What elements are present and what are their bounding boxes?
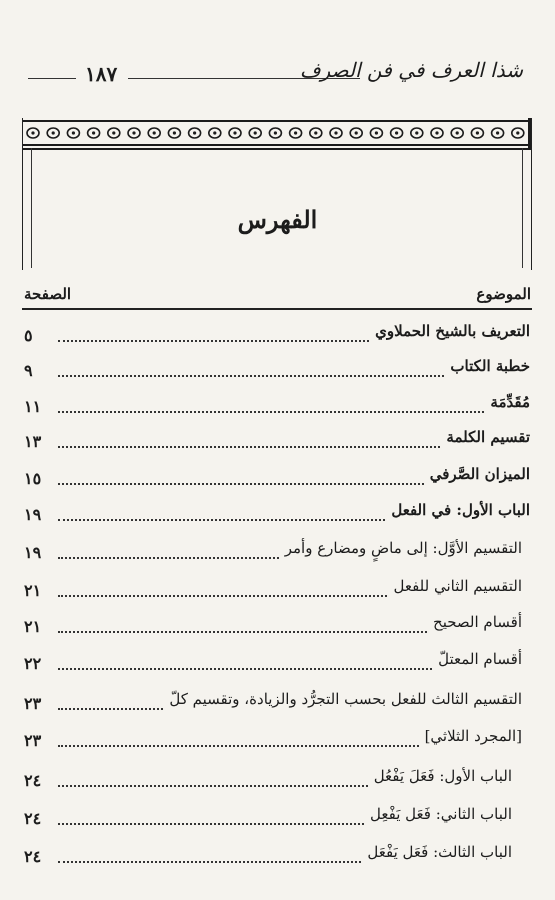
header-rule-left	[28, 78, 76, 79]
toc-entry-title: الباب الأول: في الفعل	[391, 501, 530, 519]
toc-entry	[24, 577, 530, 605]
toc-page-number: ١٥	[24, 469, 42, 488]
book-title: شذا العرف في فن الصرف	[299, 58, 523, 82]
toc-page-number: ٢١	[24, 617, 42, 636]
toc-page-number: ٢٤	[24, 809, 42, 828]
toc-entry-title: الباب الثالث: فَعَل يَفْعَل	[367, 843, 512, 861]
toc-entry-title: أقسام الصحيح	[433, 613, 522, 631]
toc-entry	[24, 843, 530, 871]
toc-leader-dots	[58, 483, 424, 485]
toc-entry	[24, 805, 530, 833]
toc-leader-dots	[58, 708, 163, 710]
toc-leader-dots	[58, 861, 361, 863]
toc-leader-dots	[58, 668, 432, 670]
toc-page-number: ٥	[24, 326, 33, 345]
toc-entry-title: الباب الأول: فَعَلَ يَفْعُل	[373, 767, 512, 785]
toc-entry-title: الميزان الصَّرفي	[429, 465, 530, 483]
toc-leader-dots	[58, 519, 385, 521]
toc-entry	[24, 650, 530, 678]
toc-entry-title: أقسام المعتلّ	[438, 650, 522, 668]
toc-entry-title: [المجرد الثلاثي]	[424, 727, 522, 745]
toc-leader-dots	[58, 745, 419, 747]
toc-entry	[24, 465, 530, 493]
toc-leader-dots	[58, 785, 368, 787]
toc-entry	[24, 613, 530, 641]
ornament-band	[23, 118, 531, 150]
toc-leader-dots	[58, 375, 444, 377]
toc-page-number: ١٣	[24, 432, 42, 451]
toc-entry	[24, 357, 530, 385]
toc-entry-title: التقسيم الثاني للفعل	[393, 577, 522, 595]
toc-page-number: ٢١	[24, 581, 42, 600]
column-header-page: الصفحة	[24, 285, 72, 303]
toc-page-number: ١٩	[24, 543, 42, 562]
column-header-topic: الموضوع	[476, 285, 531, 303]
toc-entry	[24, 428, 530, 456]
ornamental-frame	[22, 118, 532, 270]
page-number: ١٨٧	[85, 62, 118, 86]
toc-page-number: ٢٤	[24, 771, 42, 790]
toc-entry-title: خطبة الكتاب	[450, 357, 530, 375]
toc-leader-dots	[58, 340, 369, 342]
toc-entry-title: تقسيم الكلمة	[446, 428, 530, 446]
toc-leader-dots	[58, 823, 364, 825]
toc-page-number: ٩	[24, 361, 33, 380]
toc-entry	[24, 690, 530, 718]
toc-leader-dots	[58, 631, 427, 633]
toc-entry	[24, 322, 530, 350]
toc-entry	[24, 767, 530, 795]
toc-entry	[24, 501, 530, 529]
toc-page-number: ٢٣	[24, 694, 42, 713]
toc-entry-title: الباب الثاني: فَعَل يَفْعِل	[370, 805, 512, 823]
toc-leader-dots	[58, 411, 484, 413]
toc-leader-dots	[58, 557, 279, 559]
toc-entry	[24, 727, 530, 755]
toc-entry-title: التقسيم الأوَّل: إلى ماضٍ ومضارع وأمر	[284, 539, 522, 557]
toc-page-number: ٢٣	[24, 731, 42, 750]
toc-entry-title: مُقَدِّمَة	[490, 393, 530, 411]
toc-page-number: ١١	[24, 397, 42, 416]
toc-entry-title: التعريف بالشيخ الحملاوي	[375, 322, 530, 340]
toc-entry	[24, 539, 530, 567]
toc-page-number: ١٩	[24, 505, 42, 524]
toc-leader-dots	[58, 595, 387, 597]
column-header-rule	[22, 308, 532, 310]
toc-entry	[24, 393, 530, 421]
running-header	[28, 58, 533, 92]
toc-leader-dots	[58, 446, 440, 448]
toc-page-number: ٢٤	[24, 847, 42, 866]
toc-entry-title: التقسيم الثالث للفعل بحسب التجرُّد والزيادة، وتقسيم كلّ	[169, 690, 522, 708]
index-title: الفهرس	[237, 205, 318, 234]
toc-page-number: ٢٢	[24, 654, 42, 673]
